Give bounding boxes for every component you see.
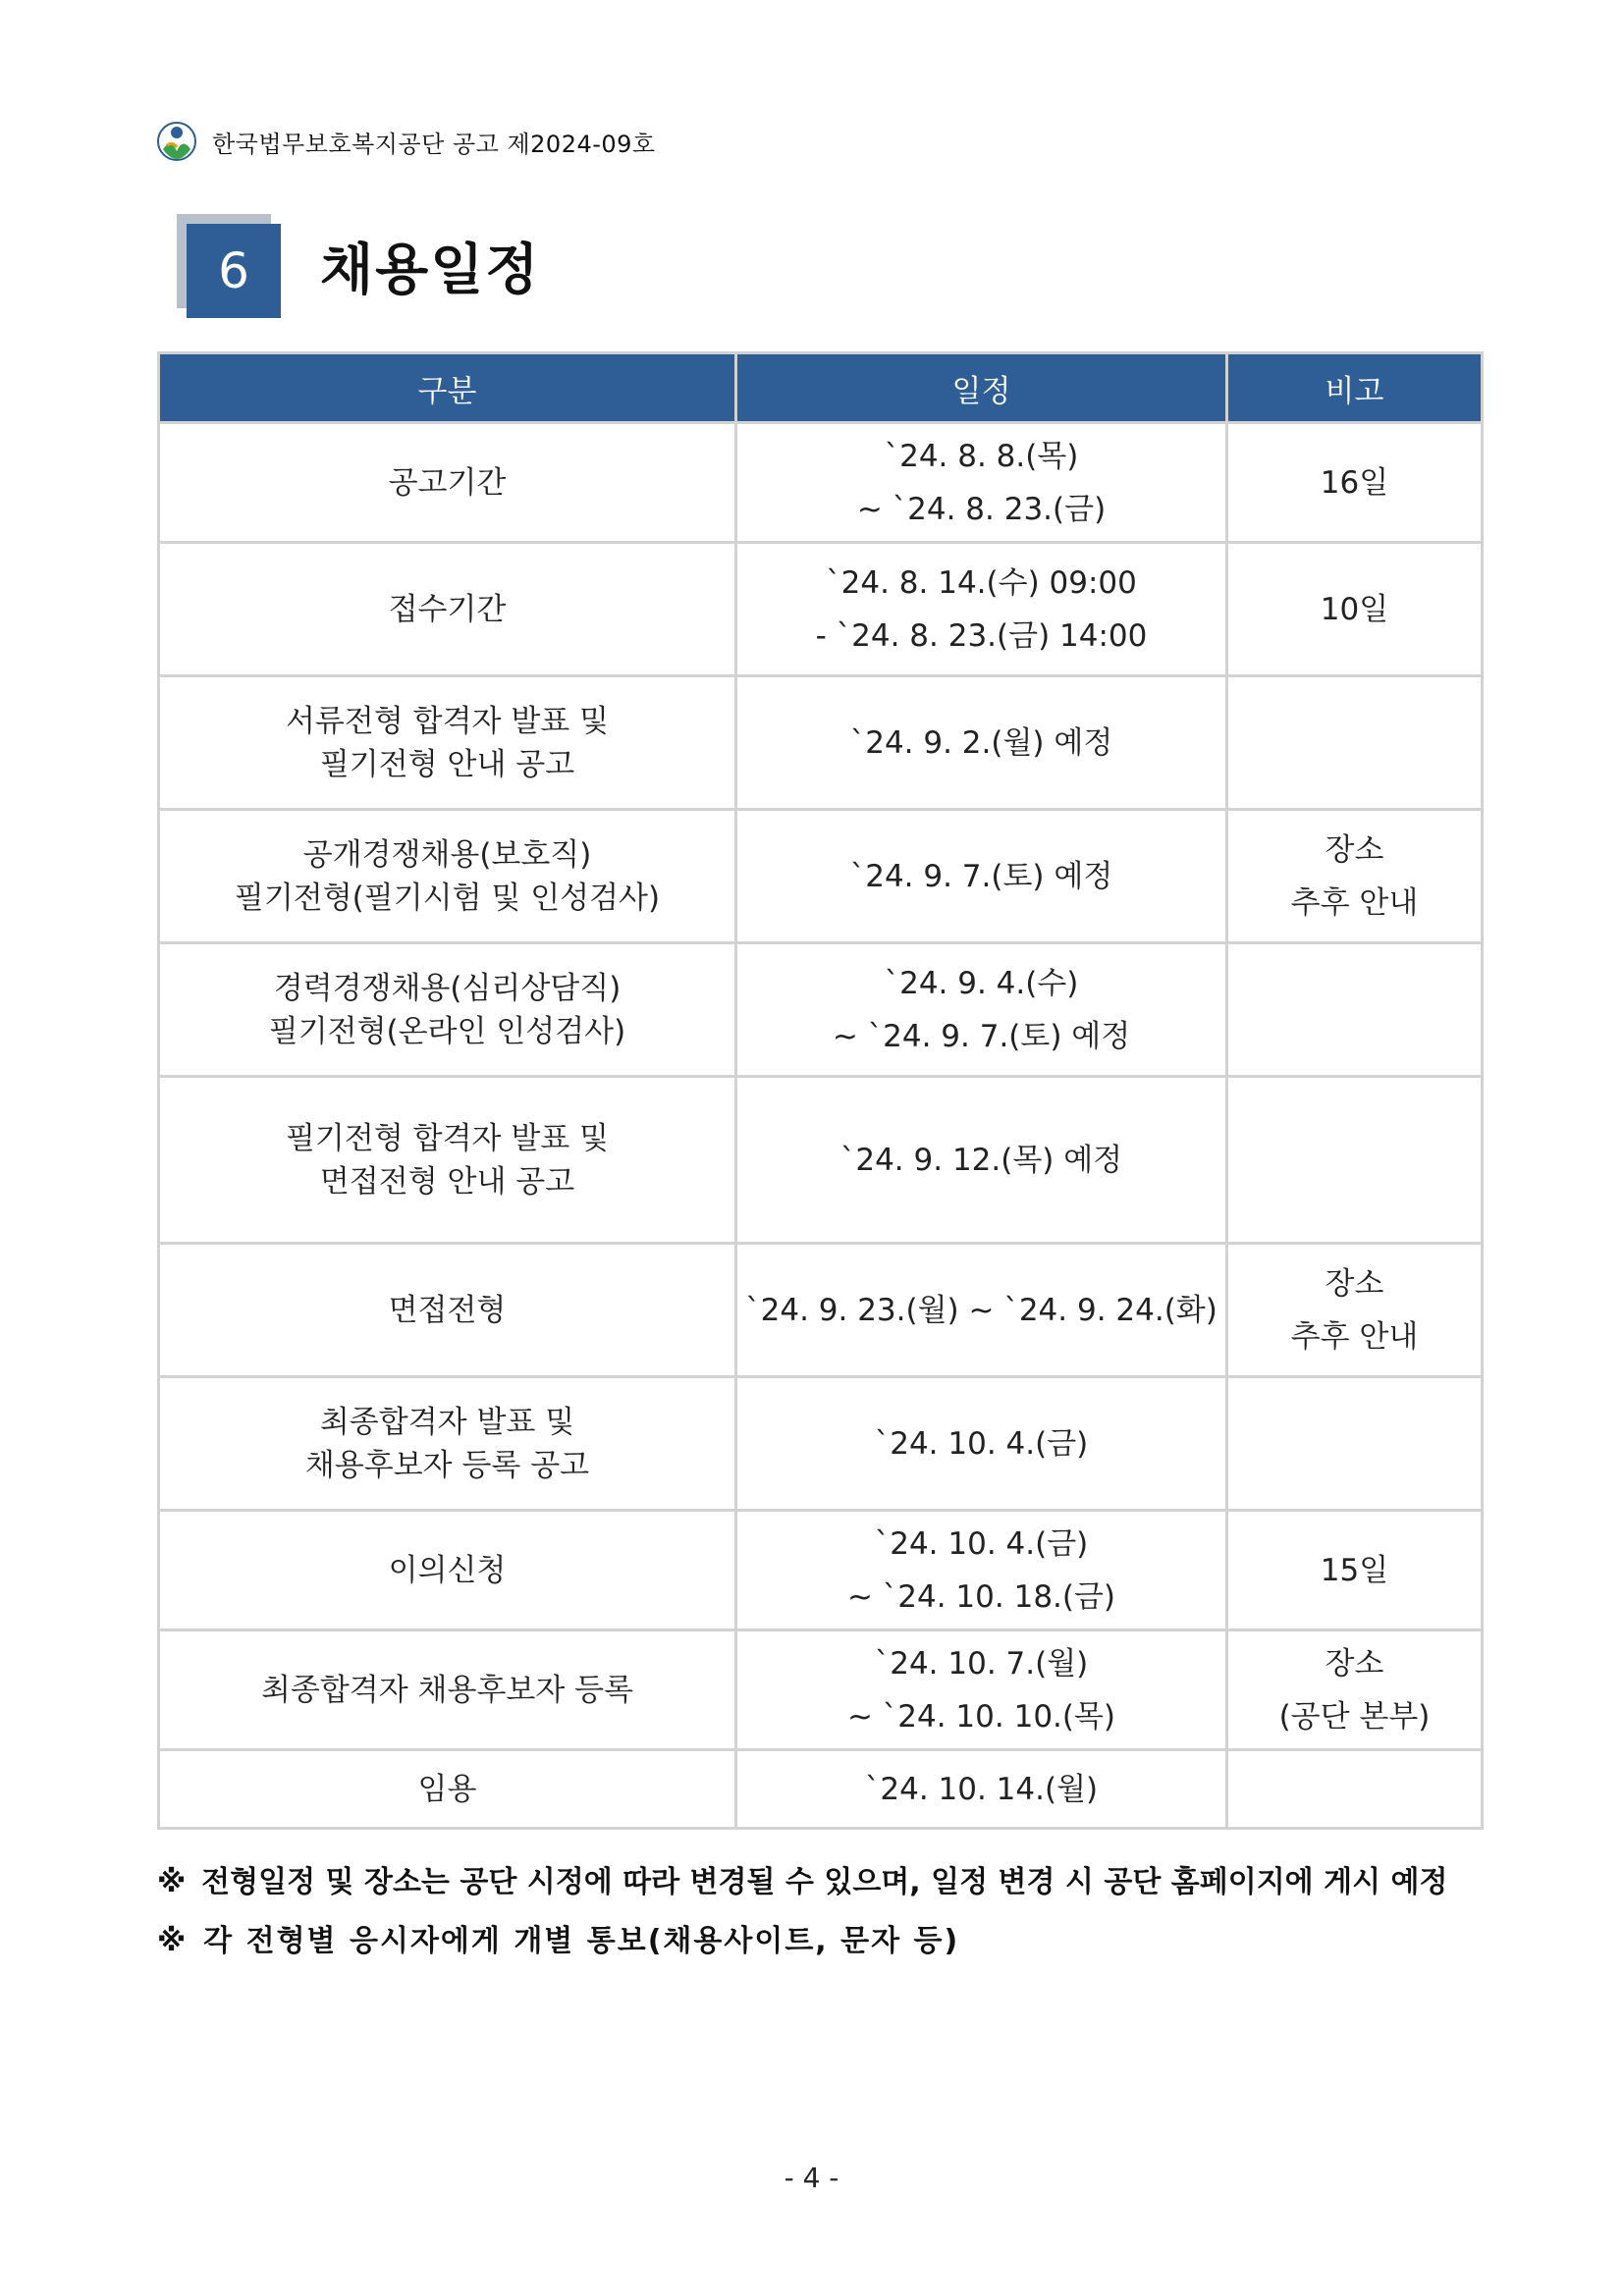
category-line: 최종합격자 발표 및 — [319, 1404, 575, 1440]
cell-category — [159, 1750, 736, 1829]
section-heading — [177, 214, 540, 318]
cell-note — [1227, 1377, 1483, 1511]
note-mark: ※ — [157, 1924, 189, 1958]
category-line: 공고기간 — [388, 464, 507, 501]
cell-category — [159, 543, 736, 676]
cell-schedule — [736, 1077, 1227, 1244]
note-line: 15일 — [1320, 1552, 1389, 1588]
note-line: (공단 본부) — [1278, 1698, 1431, 1735]
note-line: 10일 — [1320, 591, 1389, 627]
page-number: - 4 - — [784, 2162, 839, 2194]
schedule-line: ~ `24. 10. 10.(목) — [846, 1698, 1116, 1735]
cell-note — [1227, 543, 1483, 676]
section-number-badge — [177, 214, 281, 318]
cell-category — [159, 943, 736, 1077]
note-text: 각 전형별 응시자에게 개별 통보(채용사이트, 문자 등) — [203, 1924, 960, 1958]
schedule-line: - `24. 8. 23.(금) 14:00 — [815, 617, 1148, 654]
table-row — [159, 423, 1483, 543]
note-text: 전형일정 및 장소는 공단 시정에 따라 변경될 수 있으며, 일정 변경 시 공단 홈페이지에 게시 예정 — [201, 1865, 1448, 1899]
table-row — [159, 1750, 1483, 1829]
agency-logo-icon — [157, 122, 196, 161]
category-line: 필기전형 안내 공고 — [319, 746, 575, 782]
category-line: 필기전형(필기시험 및 인성검사) — [234, 880, 661, 916]
note-line: 장소 — [1325, 1265, 1384, 1302]
cell-category — [159, 810, 736, 943]
category-line: 접수기간 — [388, 591, 507, 627]
category-line: 경력경쟁채용(심리상담직) — [273, 970, 622, 1006]
note-line: 장소 — [1325, 1645, 1384, 1682]
cell-schedule — [736, 1511, 1227, 1630]
table-row — [159, 1077, 1483, 1244]
cell-schedule — [736, 1244, 1227, 1377]
cell-category — [159, 423, 736, 543]
document-header — [157, 120, 656, 163]
schedule-line: `24. 9. 7.(토) 예정 — [849, 858, 1113, 894]
table-row — [159, 943, 1483, 1077]
cell-note — [1227, 1511, 1483, 1630]
note-line: 장소 — [1325, 831, 1384, 868]
cell-note — [1227, 1244, 1483, 1377]
note-line: 추후 안내 — [1290, 1318, 1419, 1355]
table-header-row — [159, 353, 1483, 423]
schedule-line: `24. 10. 7.(월) — [874, 1645, 1089, 1682]
schedule-line: `24. 8. 8.(목) — [884, 438, 1079, 474]
cell-note — [1227, 943, 1483, 1077]
table-row — [159, 543, 1483, 676]
cell-category — [159, 1077, 736, 1244]
cell-schedule — [736, 543, 1227, 676]
cell-schedule — [736, 810, 1227, 943]
table-row — [159, 810, 1483, 943]
column-header-category: 구분 — [159, 353, 736, 423]
section-number: 6 — [187, 224, 281, 318]
schedule-line: ~ `24. 10. 18.(금) — [846, 1578, 1116, 1615]
note-line: 16일 — [1320, 464, 1389, 501]
category-line: 이의신청 — [388, 1552, 507, 1588]
recruitment-schedule-table — [157, 351, 1484, 1830]
column-header-note: 비고 — [1227, 353, 1483, 423]
category-line: 최종합격자 채용후보자 등록 — [260, 1672, 634, 1708]
cell-schedule — [736, 1630, 1227, 1750]
notice-number: 한국법무보호복지공단 공고 제2024-09호 — [212, 130, 656, 158]
cell-category — [159, 1511, 736, 1630]
cell-schedule — [736, 1377, 1227, 1511]
cell-schedule — [736, 1750, 1227, 1829]
category-line: 채용후보자 등록 공고 — [304, 1447, 590, 1483]
schedule-line: `24. 9. 4.(수) — [884, 965, 1079, 1001]
column-header-schedule: 일정 — [736, 353, 1227, 423]
category-line: 공개경쟁채용(보호직) — [302, 836, 592, 873]
schedule-line: ~ `24. 9. 7.(토) 예정 — [832, 1018, 1131, 1054]
cell-note — [1227, 1750, 1483, 1829]
cell-note — [1227, 676, 1483, 810]
cell-note — [1227, 423, 1483, 543]
cell-schedule — [736, 423, 1227, 543]
table-row — [159, 1630, 1483, 1750]
cell-schedule — [736, 943, 1227, 1077]
category-line: 면접전형 안내 공고 — [319, 1163, 575, 1200]
category-line: 필기전형(온라인 인성검사) — [268, 1013, 626, 1049]
note-line: 추후 안내 — [1290, 884, 1419, 921]
category-line: 서류전형 합격자 발표 및 — [285, 703, 610, 739]
schedule-line: `24. 9. 12.(목) 예정 — [839, 1142, 1123, 1178]
cell-note — [1227, 810, 1483, 943]
schedule-line: ~ `24. 8. 23.(금) — [856, 491, 1107, 527]
schedule-line: `24. 10. 4.(금) — [874, 1425, 1089, 1462]
table-row — [159, 1511, 1483, 1630]
table-row — [159, 676, 1483, 810]
schedule-line: `24. 10. 4.(금) — [874, 1525, 1089, 1562]
cell-category — [159, 676, 736, 810]
section-title: 채용일정 — [320, 239, 541, 302]
category-line: 면접전형 — [388, 1292, 507, 1328]
schedule-line: `24. 10. 14.(월) — [864, 1771, 1099, 1807]
note-mark: ※ — [157, 1865, 187, 1899]
table-row — [159, 1244, 1483, 1377]
cell-category — [159, 1630, 736, 1750]
schedule-line: `24. 9. 2.(월) 예정 — [849, 724, 1113, 761]
cell-note — [1227, 1077, 1483, 1244]
note-schedule-change — [157, 1857, 1447, 1900]
cell-note — [1227, 1630, 1483, 1750]
cell-category — [159, 1244, 736, 1377]
schedule-line: `24. 9. 23.(월) ~ `24. 9. 24.(화) — [745, 1292, 1217, 1328]
cell-category — [159, 1377, 736, 1511]
category-line: 임용 — [417, 1771, 477, 1807]
note-individual-notice — [157, 1916, 959, 1959]
schedule-line: `24. 8. 14.(수) 09:00 — [826, 564, 1137, 601]
table-row — [159, 1377, 1483, 1511]
category-line: 필기전형 합격자 발표 및 — [285, 1120, 610, 1156]
cell-schedule — [736, 676, 1227, 810]
